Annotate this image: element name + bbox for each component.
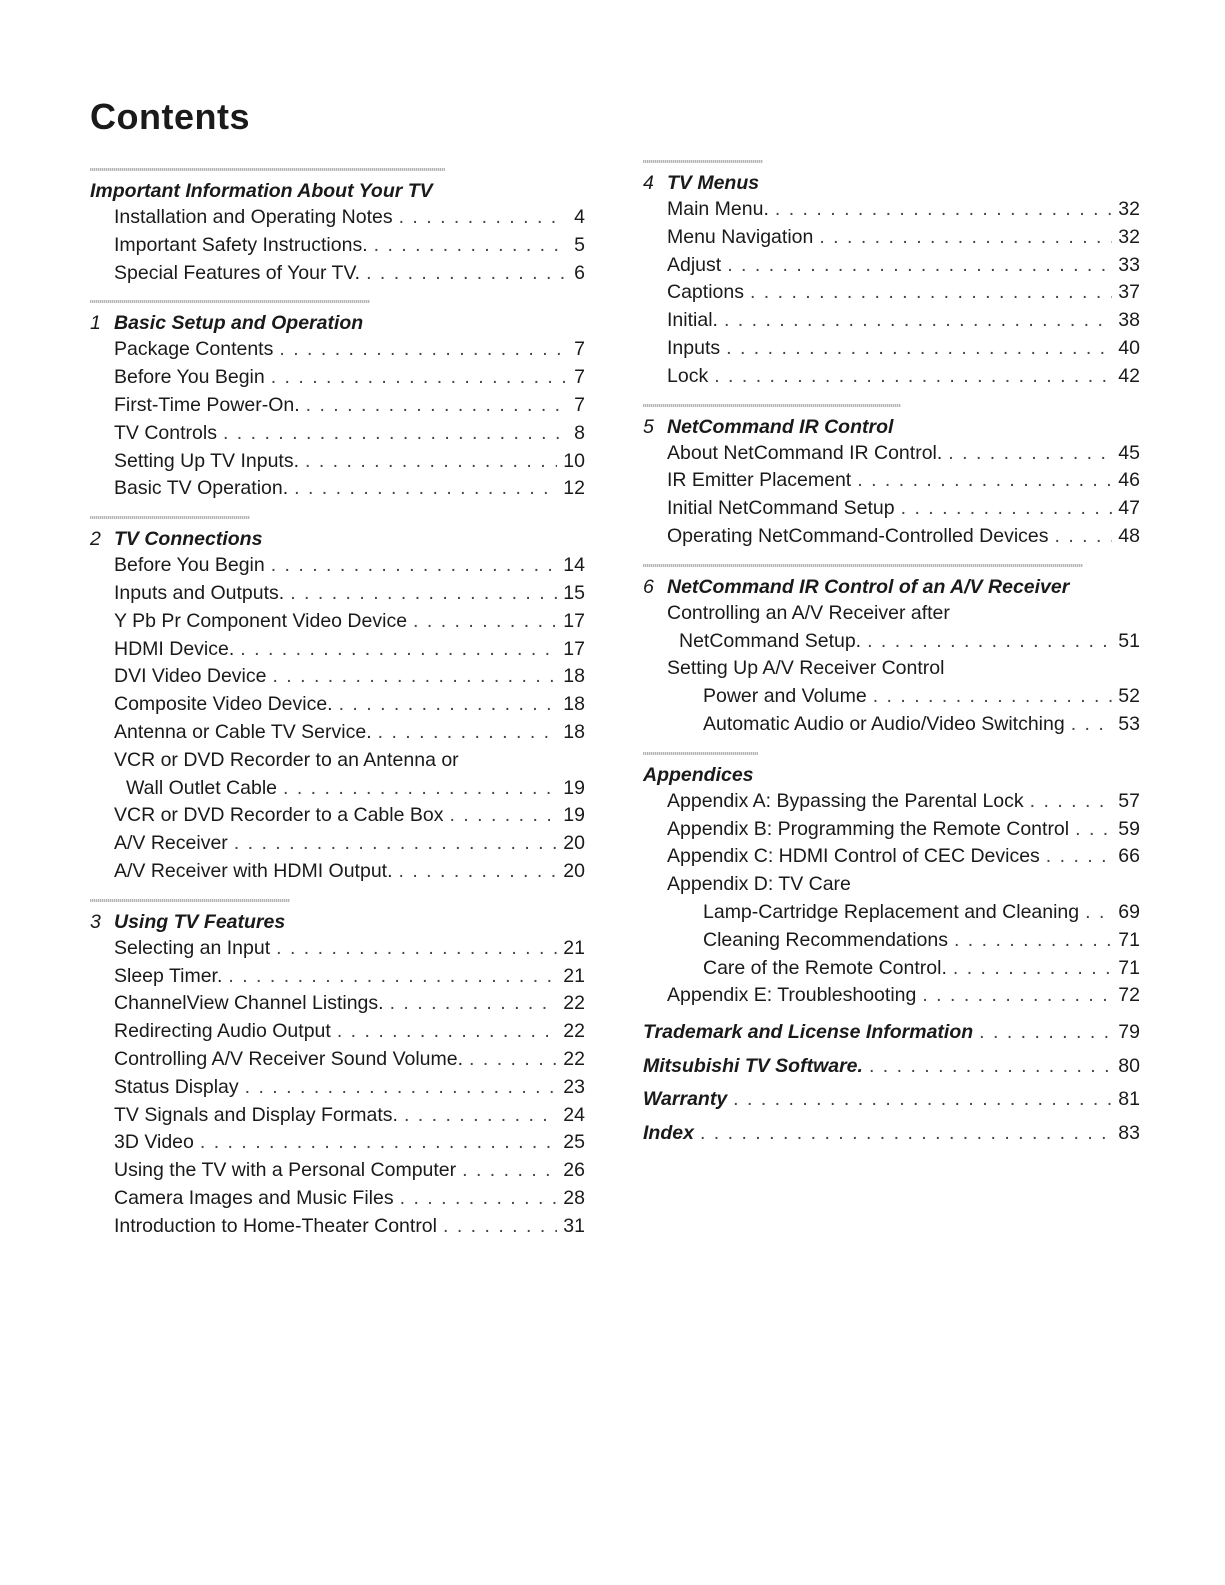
entry-title: Sleep Timer. (114, 964, 223, 987)
toc-entry[interactable] (90, 1102, 585, 1130)
entry-title: Selecting an Input (114, 936, 271, 959)
leader-dots (726, 335, 1112, 363)
section-title: NetCommand IR Control of an A/V Receiver (667, 575, 1070, 598)
toc-entry[interactable] (90, 260, 585, 288)
leader-dots (873, 683, 1113, 711)
section-rule (643, 404, 901, 407)
entry-title: Before You Begin (114, 554, 265, 577)
toc-entry[interactable] (643, 440, 1140, 468)
page-number: 72 (1118, 984, 1140, 1007)
page-number: 4 (574, 206, 585, 228)
entry-title: Appendix B: Programming the Remote Control (667, 817, 1070, 840)
leader-dots (948, 440, 1112, 468)
page-number: 37 (1118, 281, 1140, 304)
toc-entry[interactable] (90, 802, 585, 830)
leader-dots (228, 963, 557, 991)
leader-dots (1046, 843, 1113, 871)
entry-title: ChannelView Channel Listings. (114, 992, 384, 1015)
entry-title: Initial. (667, 309, 718, 332)
toc-entry[interactable] (90, 858, 585, 886)
toc-entry[interactable] (643, 683, 1140, 711)
section-title: Using TV Features (114, 910, 286, 933)
entry-title: Lock (667, 364, 709, 387)
toc-entry[interactable] (643, 982, 1140, 1010)
section-rule (90, 899, 290, 902)
section-heading[interactable] (90, 909, 585, 935)
toc-left-column (90, 168, 585, 1241)
toc-entry[interactable] (90, 963, 585, 991)
toc-entry[interactable] (90, 1074, 585, 1102)
toc-top-entry[interactable] (643, 1083, 1140, 1117)
section-heading[interactable] (643, 414, 1140, 440)
toc-entry[interactable] (90, 636, 585, 664)
toc-entry[interactable] (643, 279, 1140, 307)
toc-entry[interactable] (90, 204, 585, 232)
toc-subheading: VCR or DVD Recorder to an Antenna or (114, 748, 459, 771)
section-gap (643, 391, 1140, 404)
toc-entry[interactable] (643, 363, 1140, 391)
entry-title: Wall Outlet Cable (126, 776, 278, 799)
toc-entry[interactable] (643, 224, 1140, 252)
entry-title: Before You Begin (114, 366, 265, 389)
entry-title: Package Contents (114, 338, 274, 361)
toc-entry[interactable] (90, 990, 585, 1018)
page-number: 48 (1118, 524, 1140, 547)
entry-title: Inputs and Outputs. (114, 581, 285, 604)
leader-dots (339, 691, 558, 719)
page-number: 32 (1118, 225, 1140, 248)
leader-dots (306, 392, 565, 420)
leader-dots (337, 1018, 557, 1046)
page-number: 66 (1118, 845, 1140, 868)
entry-title: Camera Images and Music Files (114, 1186, 394, 1209)
entry-title: TV Signals and Display Formats. (114, 1103, 398, 1126)
page-number: 22 (563, 1020, 585, 1043)
page-number: 71 (1118, 928, 1140, 951)
leader-dots (234, 830, 558, 858)
entry-title: Warranty (643, 1088, 728, 1111)
toc-section (90, 516, 585, 886)
entry-title: VCR or DVD Recorder to a Cable Box (114, 804, 444, 827)
toc-entry[interactable] (643, 788, 1140, 816)
entry-title: 3D Video (114, 1131, 194, 1154)
toc-entry[interactable] (90, 580, 585, 608)
entry-title: Installation and Operating Notes (114, 206, 393, 228)
page-number: 6 (574, 261, 585, 284)
toc-entry[interactable] (643, 955, 1140, 983)
entry-title: Appendix C: HDMI Control of CEC Devices (667, 845, 1040, 868)
section-number: 5 (643, 415, 654, 438)
toc-top-entry[interactable] (643, 1117, 1140, 1151)
toc-entry[interactable] (90, 1129, 585, 1157)
toc-entry[interactable] (90, 830, 585, 858)
entry-title: Y Pb Pr Component Video Device (114, 609, 408, 632)
toc-entry[interactable] (643, 467, 1140, 495)
page-number: 83 (1118, 1121, 1140, 1144)
entry-title: Captions (667, 281, 744, 304)
leader-dots (271, 364, 565, 392)
entry-title: About NetCommand IR Control. (667, 441, 943, 464)
page-number: 21 (563, 936, 585, 959)
leader-dots (750, 279, 1112, 307)
toc-entry[interactable] (90, 552, 585, 580)
section-rule (643, 160, 763, 163)
section-gap (643, 739, 1140, 752)
page-number: 40 (1118, 336, 1140, 359)
section-rule (90, 516, 250, 519)
leader-dots (857, 467, 1112, 495)
toc-entry[interactable] (90, 364, 585, 392)
toc-entry[interactable] (90, 775, 585, 803)
page-number: 69 (1118, 900, 1140, 923)
leader-dots (443, 1213, 557, 1241)
entry-title: NetCommand Setup. (679, 629, 862, 652)
toc-subheading: Controlling an A/V Receiver after (667, 601, 950, 624)
leader-dots (283, 775, 557, 803)
section-gap (643, 551, 1140, 564)
toc-entry[interactable] (643, 307, 1140, 335)
leader-dots (404, 1102, 557, 1130)
page-number: 46 (1118, 469, 1140, 492)
leader-dots (733, 1083, 1112, 1117)
leader-dots (272, 663, 557, 691)
entry-title: Inputs (667, 336, 721, 359)
entry-title: Automatic Audio or Audio/Video Switching (703, 712, 1065, 735)
toc-top-entry[interactable] (643, 1050, 1140, 1084)
toc-entry[interactable] (90, 1018, 585, 1046)
leader-dots (819, 224, 1112, 252)
entry-title: A/V Receiver with HDMI Output. (114, 859, 393, 882)
section-rule (643, 564, 1083, 567)
entry-title: Special Features of Your TV. (114, 261, 361, 284)
section-heading[interactable] (90, 178, 585, 204)
section-number: 2 (90, 528, 101, 551)
leader-dots (724, 307, 1112, 335)
page-number: 7 (574, 366, 585, 389)
toc-entry[interactable] (90, 1185, 585, 1213)
leader-dots (1075, 816, 1112, 844)
section-title: Basic Setup and Operation (114, 312, 364, 335)
section-heading[interactable] (90, 526, 585, 552)
entry-title: Introduction to Home-Theater Control (114, 1214, 437, 1237)
section-heading[interactable] (90, 310, 585, 336)
leader-dots (867, 628, 1112, 656)
entry-title: Basic TV Operation. (114, 477, 289, 500)
page-number: 24 (563, 1103, 585, 1126)
page-number: 21 (563, 964, 585, 987)
section-rule (90, 300, 370, 303)
toc-entry[interactable] (90, 935, 585, 963)
entry-title: First-Time Power-On. (114, 393, 300, 416)
page-number: 7 (574, 338, 585, 361)
toc-entry[interactable] (90, 1213, 585, 1241)
leader-dots (276, 935, 557, 963)
leader-dots (240, 636, 557, 664)
entry-title: IR Emitter Placement (667, 469, 852, 492)
leader-dots (390, 990, 558, 1018)
toc-section (643, 752, 1140, 1010)
toc-entry[interactable] (643, 711, 1140, 739)
toc-entry[interactable] (643, 927, 1140, 955)
leader-dots (305, 448, 557, 476)
toc-entry[interactable] (90, 336, 585, 364)
section-title: TV Menus (667, 172, 760, 194)
page-number: 14 (563, 554, 585, 577)
toc-entry[interactable] (90, 420, 585, 448)
toc-entry[interactable] (643, 843, 1140, 871)
entry-title: Cleaning Recommendations (703, 928, 948, 951)
leader-dots (294, 475, 557, 503)
toc-right-column (643, 160, 1140, 1150)
page-number: 31 (563, 1214, 585, 1237)
section-rule (643, 752, 758, 755)
leader-dots (200, 1129, 557, 1157)
toc-section (90, 899, 585, 1241)
toc-entry[interactable] (643, 816, 1140, 844)
entry-title: Appendix E: Troubleshooting (667, 984, 917, 1007)
page-number: 51 (1118, 629, 1140, 652)
page-number: 42 (1118, 364, 1140, 387)
entry-title: Antenna or Cable TV Service. (114, 720, 372, 743)
toc-entry[interactable] (643, 495, 1140, 523)
page-number: 22 (563, 1047, 585, 1070)
leader-dots (279, 336, 565, 364)
leader-dots (954, 927, 1112, 955)
leader-dots (727, 252, 1112, 280)
page-number: 17 (563, 637, 585, 660)
entry-title: Setting Up TV Inputs. (114, 449, 299, 472)
page-number: 15 (563, 581, 585, 604)
page-number: 28 (563, 1186, 585, 1209)
toc-entry[interactable] (90, 392, 585, 420)
leader-dots (979, 1016, 1112, 1050)
page-number: 22 (563, 992, 585, 1015)
page-number: 47 (1118, 497, 1140, 520)
entry-title: Care of the Remote Control. (703, 956, 947, 979)
toc-entry[interactable] (90, 1046, 585, 1074)
entry-title: Lamp-Cartridge Replacement and Cleaning (703, 900, 1080, 923)
entry-title: Operating NetCommand-Controlled Devices (667, 524, 1049, 547)
leader-dots (290, 580, 557, 608)
section-rule (90, 168, 445, 171)
toc-entry[interactable] (90, 691, 585, 719)
page-number: 20 (563, 859, 585, 882)
leader-dots (1085, 899, 1112, 927)
entry-title: Important Safety Instructions. (114, 233, 368, 256)
page-number: 20 (563, 832, 585, 855)
section-gap (90, 287, 585, 300)
section-gap (90, 503, 585, 516)
page-number: 57 (1118, 789, 1140, 812)
toc-entry[interactable] (643, 252, 1140, 280)
toc-entry[interactable] (90, 448, 585, 476)
page-number: 79 (1118, 1021, 1140, 1044)
section-heading[interactable] (643, 574, 1140, 600)
leader-dots (1055, 523, 1113, 551)
leader-dots (462, 1157, 557, 1185)
section-number: 3 (90, 910, 101, 933)
entry-title: A/V Receiver (114, 832, 228, 855)
section-number: 4 (643, 172, 654, 194)
toc-entry[interactable] (643, 196, 1140, 224)
leader-dots (399, 204, 565, 232)
page-number: 52 (1118, 685, 1140, 708)
leader-dots (245, 1074, 558, 1102)
leader-dots (366, 260, 565, 288)
toc-subheading: Appendix D: TV Care (667, 873, 851, 896)
page-number: 32 (1118, 198, 1140, 220)
page-number: 8 (574, 421, 585, 444)
section-gap (90, 886, 585, 899)
entry-title: DVI Video Device (114, 665, 267, 688)
leader-dots (223, 420, 565, 448)
leader-dots (400, 1185, 558, 1213)
entry-title: Trademark and License Information (643, 1021, 974, 1044)
entry-title: HDMI Device. (114, 637, 235, 660)
page-number: 71 (1118, 956, 1140, 979)
leader-dots (1030, 788, 1113, 816)
leader-dots (901, 495, 1113, 523)
leader-dots (714, 363, 1112, 391)
toc-subheading: Setting Up A/V Receiver Control (667, 657, 945, 680)
page-number: 17 (563, 609, 585, 632)
entry-title: Main Menu. (667, 198, 769, 220)
page-number: 45 (1118, 441, 1140, 464)
leader-dots (378, 719, 558, 747)
section-heading[interactable] (643, 762, 1140, 788)
leader-dots (922, 982, 1112, 1010)
toc-top-entry[interactable] (643, 1016, 1140, 1050)
toc-entry[interactable] (643, 523, 1140, 551)
page-number: 5 (574, 233, 585, 256)
entry-title: Power and Volume (703, 685, 867, 708)
page-number: 18 (563, 693, 585, 716)
page-number: 18 (563, 720, 585, 743)
toc-entry[interactable] (90, 475, 585, 503)
page-number: 59 (1118, 817, 1140, 840)
page-number: 53 (1118, 712, 1140, 735)
leader-dots (1071, 711, 1113, 739)
entry-title: Status Display (114, 1075, 239, 1098)
page-number: 38 (1118, 309, 1140, 332)
leader-dots (449, 802, 557, 830)
leader-dots (399, 858, 558, 886)
entry-title: Menu Navigation (667, 225, 814, 248)
entry-title: Mitsubishi TV Software. (643, 1054, 863, 1077)
section-heading[interactable] (643, 170, 1140, 196)
page-title: Contents (90, 96, 250, 137)
toc-entry[interactable] (90, 719, 585, 747)
leader-dots (271, 552, 558, 580)
toc-entry[interactable] (90, 1157, 585, 1185)
page-number: 10 (563, 449, 585, 472)
section-title: Important Information About Your TV (90, 180, 433, 202)
toc-section (90, 300, 585, 503)
toc-entry[interactable] (90, 232, 585, 260)
entry-title: Using the TV with a Personal Computer (114, 1159, 457, 1182)
entry-title: TV Controls (114, 421, 217, 444)
page-number: 19 (563, 776, 585, 799)
section-title: TV Connections (114, 528, 263, 551)
toc-section (90, 168, 585, 287)
page-number: 25 (563, 1131, 585, 1154)
leader-dots (869, 1050, 1112, 1084)
entry-title: Appendix A: Bypassing the Parental Lock (667, 789, 1024, 812)
section-number: 1 (90, 312, 101, 335)
page-number: 26 (563, 1159, 585, 1182)
toc-entry[interactable] (643, 628, 1140, 656)
page-number: 33 (1118, 253, 1140, 276)
toc-section (643, 564, 1140, 739)
leader-dots (953, 955, 1112, 983)
page-number: 19 (563, 804, 585, 827)
entry-title: Composite Video Device. (114, 693, 333, 716)
page-number: 23 (563, 1075, 585, 1098)
page-number: 12 (563, 477, 585, 500)
section-number: 6 (643, 575, 654, 598)
leader-dots (413, 608, 557, 636)
leader-dots (469, 1046, 557, 1074)
page-number: 7 (574, 393, 585, 416)
section-title: Appendices (643, 763, 754, 786)
page-number: 18 (563, 665, 585, 688)
page-number: 80 (1118, 1054, 1140, 1077)
entry-title: Controlling A/V Receiver Sound Volume. (114, 1047, 464, 1070)
page-number: 81 (1118, 1088, 1140, 1111)
toc-entry[interactable] (90, 663, 585, 691)
toc-entry[interactable] (643, 899, 1140, 927)
leader-dots (775, 196, 1112, 224)
section-title: NetCommand IR Control (667, 415, 894, 438)
toc-entry[interactable] (643, 335, 1140, 363)
toc-section (643, 160, 1140, 391)
entry-title: Index (643, 1121, 694, 1144)
entry-title: Initial NetCommand Setup (667, 497, 895, 520)
leader-dots (374, 232, 565, 260)
toc-section (643, 404, 1140, 551)
entry-title: Redirecting Audio Output (114, 1020, 331, 1043)
leader-dots (700, 1117, 1112, 1151)
entry-title: Adjust (667, 253, 722, 276)
toc-entry[interactable] (90, 608, 585, 636)
